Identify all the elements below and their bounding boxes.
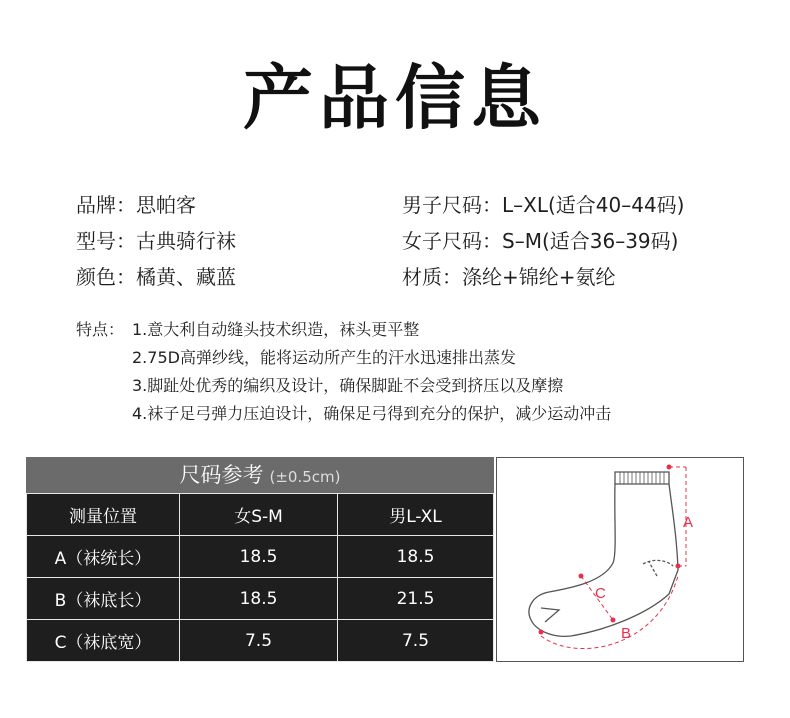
info-model: 型号：古典骑行袜 [76, 229, 236, 253]
table-cell: A（袜统长） [27, 536, 180, 578]
label-c: C [595, 585, 606, 602]
table-cell: B（袜底长） [27, 578, 180, 620]
sock-measurement-diagram [496, 457, 744, 662]
table-cell: 18.5 [180, 578, 338, 620]
size-table-title: 尺码参考 (±0.5cm) [26, 457, 494, 493]
info-brand: 品牌：思帕客 [76, 193, 196, 217]
label-b: B [621, 625, 632, 642]
features-list [132, 316, 611, 428]
header-cell: 测量位置 [27, 494, 180, 536]
feature-item: 1.意大利自动缝头技术织造，袜头更平整 [132, 320, 420, 339]
table-cell: 7.5 [180, 620, 338, 662]
info-color: 颜色：橘黄、藏蓝 [76, 265, 236, 289]
table-cell: C（袜底宽） [27, 620, 180, 662]
features-label: 特点： [76, 320, 125, 339]
table-cell: 18.5 [338, 536, 494, 578]
feature-item: 2.75D高弹纱线，能将运动所产生的汗水迅速排出蒸发 [132, 348, 516, 367]
table-row [27, 620, 494, 662]
size-table [26, 457, 494, 662]
table-cell: 21.5 [338, 578, 494, 620]
info-left [76, 187, 236, 295]
feature-item: 4.袜子足弓弹力压迫设计，确保足弓得到充分的保护，减少运动冲击 [132, 404, 612, 423]
size-tolerance: (±0.5cm) [269, 468, 341, 486]
table-row [27, 578, 494, 620]
size-grid [26, 493, 494, 662]
table-cell: 18.5 [180, 536, 338, 578]
feature-item: 3.脚趾处优秀的编织及设计，确保脚趾不会受到挤压以及摩擦 [132, 376, 564, 395]
header-cell: 男L-XL [338, 494, 494, 536]
table-cell: 7.5 [338, 620, 494, 662]
table-row [27, 536, 494, 578]
label-a: A [683, 514, 694, 531]
table-header-row [27, 494, 494, 536]
page-title: 产品信息 [243, 57, 547, 139]
info-right [402, 187, 685, 295]
info-material: 材质：涤纶+锦纶+氨纶 [402, 265, 616, 289]
header-cell: 女S-M [180, 494, 338, 536]
info-women-size: 女子尺码：S–M(适合36–39码) [402, 229, 679, 253]
sock-outline-graphic [497, 458, 743, 661]
info-men-size: 男子尺码：L–XL(适合40–44码) [402, 193, 685, 217]
